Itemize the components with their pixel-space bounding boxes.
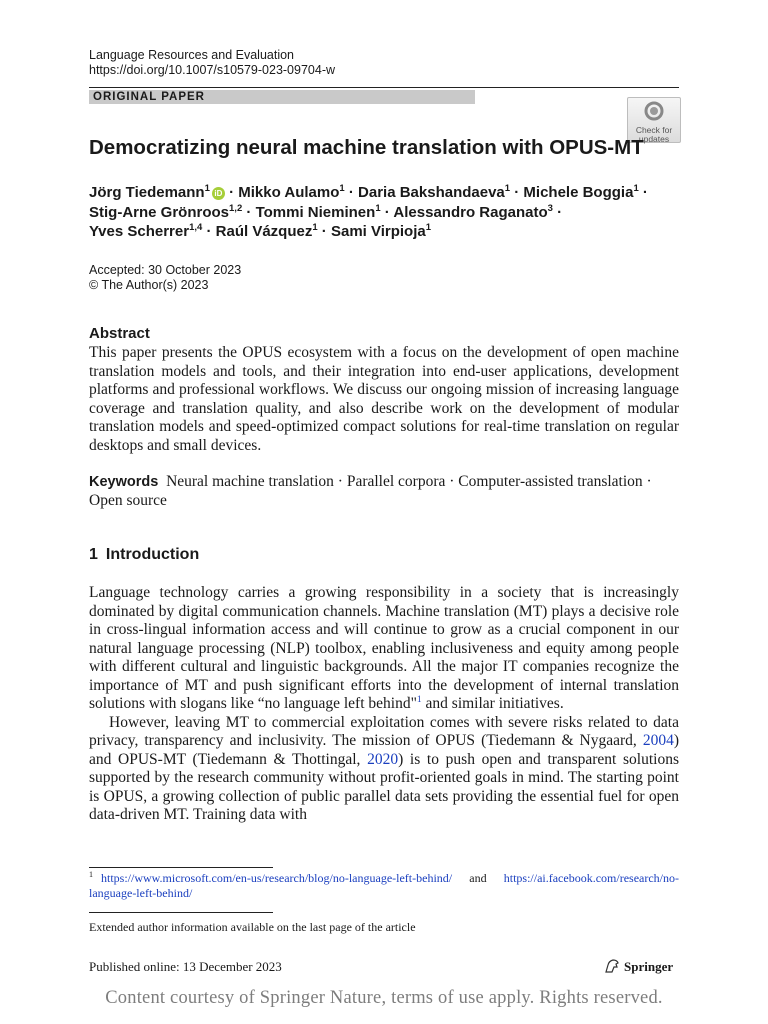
author-affiliation: 1,2	[229, 202, 243, 214]
author-separator: ·	[642, 184, 648, 201]
footnote-link[interactable]: https://www.microsoft.com/en-us/research/blog/no-language-left-behind/	[101, 871, 453, 885]
paper-type-banner: ORIGINAL PAPER	[89, 90, 475, 104]
citation-link[interactable]: 2004	[642, 732, 674, 749]
author-separator: ·	[229, 184, 235, 201]
copyright-line: © The Author(s) 2023	[89, 278, 209, 292]
author-affiliation: 3	[547, 202, 553, 214]
author-name: Tommi Nieminen	[255, 203, 376, 221]
section-number: 1	[89, 546, 98, 563]
author-affiliation: 1	[339, 183, 345, 194]
footnote-number: 1	[89, 870, 93, 879]
check-updates-line-2: updates	[638, 134, 670, 144]
check-updates-line-1: Check for	[635, 125, 673, 135]
author-affiliation: 1,4	[189, 222, 203, 233]
paragraph-text: ) is to push open and transparent solutions supported by the research community without profit-oriented goals in mind. The starting point is OPUS, a growing collection of public parallel data sets providing the essential fuel for open data-driven MT. Training data with	[89, 750, 679, 823]
author-name: Alessandro Raganato	[393, 203, 548, 221]
abstract-heading: Abstract	[89, 325, 150, 342]
update-check-icon	[644, 101, 664, 121]
author-separator: ·	[348, 184, 354, 201]
author-separator: ·	[246, 203, 252, 221]
footnote-and: and	[469, 871, 487, 885]
doi-link[interactable]: https://doi.org/10.1007/s10579-023-09704-w	[89, 63, 336, 77]
publication-dates	[89, 263, 241, 293]
author-list	[89, 183, 689, 242]
header-rule	[89, 87, 679, 88]
footnote-ref[interactable]: 1	[416, 694, 422, 705]
author-separator: ·	[514, 184, 520, 201]
paragraph	[89, 714, 679, 825]
courtesy-watermark: Content courtesy of Springer Nature, terms of use apply. Rights reserved.	[105, 988, 663, 1008]
author-affiliation: 1	[204, 183, 210, 194]
extended-info-rule	[89, 912, 273, 913]
springer-logo	[603, 958, 673, 975]
author-name: Daria Bakshandaeva	[358, 184, 505, 201]
author-name: Yves Scherrer	[89, 223, 190, 240]
citation-link[interactable]: 2020	[367, 750, 399, 768]
author-affiliation: 1	[425, 222, 432, 233]
author-affiliation: 1	[312, 222, 318, 233]
journal-name: Language Resources and Evaluation	[89, 48, 295, 62]
paragraph-text: Language technology carries a growing responsibility in a society that is increasingly dominated by digital communication channels. Machine translation (MT) plays a decisive role in cross-lingual information access and will continue to grow as a crucial component in our natural language processing (NLP) toolbox, enabling inclusiveness and equity among people with different cultural and linguistic backgrounds. All the major IT companies recognize the importance of MT and push significant efforts into the development of internal translation solutions with slogans like “no language left behind"	[89, 584, 679, 712]
publisher-name: Springer	[624, 959, 674, 974]
abstract-text: This paper presents the OPUS ecosystem with a focus on the development of open machine translation models and tools, and their integration into end-user applications, development platforms and professional workflows. We discuss our ongoing mission of increasing language coverage and translation quality, and also describe work on the development of modular translation models and speed-optimized compact solutions for real-time translation on regular desktops and small devices.	[89, 344, 679, 454]
section-title: Introduction	[105, 546, 200, 563]
body-text	[89, 584, 679, 825]
author-affiliation: 1	[504, 183, 511, 194]
published-online: Published online: 13 December 2023	[89, 959, 282, 974]
footnote-rule	[89, 867, 273, 868]
author-separator: ·	[384, 203, 390, 221]
author-name: Mikko Aulamo	[238, 184, 340, 201]
author-separator: ·	[321, 223, 327, 240]
section-heading	[89, 546, 199, 564]
orcid-icon[interactable]: iD	[212, 187, 225, 200]
footnote	[89, 871, 679, 901]
paper-title: Democratizing neural machine translation with OPUS-MT	[89, 136, 644, 159]
author-name: Stig-Arne Grönroos	[89, 203, 230, 221]
paragraph	[89, 584, 679, 714]
author-name: Sami Virpioja	[330, 223, 426, 240]
accepted-date: Accepted: 30 October 2023	[89, 263, 242, 277]
extended-author-info: Extended author information available on the last page of the article	[89, 920, 416, 934]
paragraph-text-tail: and similar initiatives.	[421, 695, 564, 712]
paragraph-text: ) and OPUS-MT (Tiedemann & Thottingal,	[89, 732, 679, 768]
paragraph-text: However, leaving MT to commercial exploitation comes with severe risks related to data privacy, transparency and inclusivity. The mission of OPUS (Tiedemann & Nygaard,	[89, 713, 679, 749]
author-name: Raúl Vázquez	[215, 223, 313, 240]
author-name: Jörg Tiedemann	[89, 184, 205, 201]
keywords-heading: Keywords	[89, 474, 159, 490]
author-affiliation: 1	[633, 183, 639, 194]
author-separator: ·	[557, 203, 563, 221]
keywords	[89, 473, 679, 510]
footnote-link[interactable]: https://ai.facebook.com/research/no-language-left-behind/	[89, 871, 679, 900]
author-separator: ·	[206, 223, 212, 240]
keywords-list: Neural machine translation · Parallel corpora · Computer-assisted translation · Open source	[89, 473, 652, 509]
author-affiliation: 1	[375, 202, 381, 214]
author-name: Michele Boggia	[523, 184, 634, 201]
springer-horse-icon	[603, 958, 621, 974]
journal-header	[89, 48, 335, 78]
